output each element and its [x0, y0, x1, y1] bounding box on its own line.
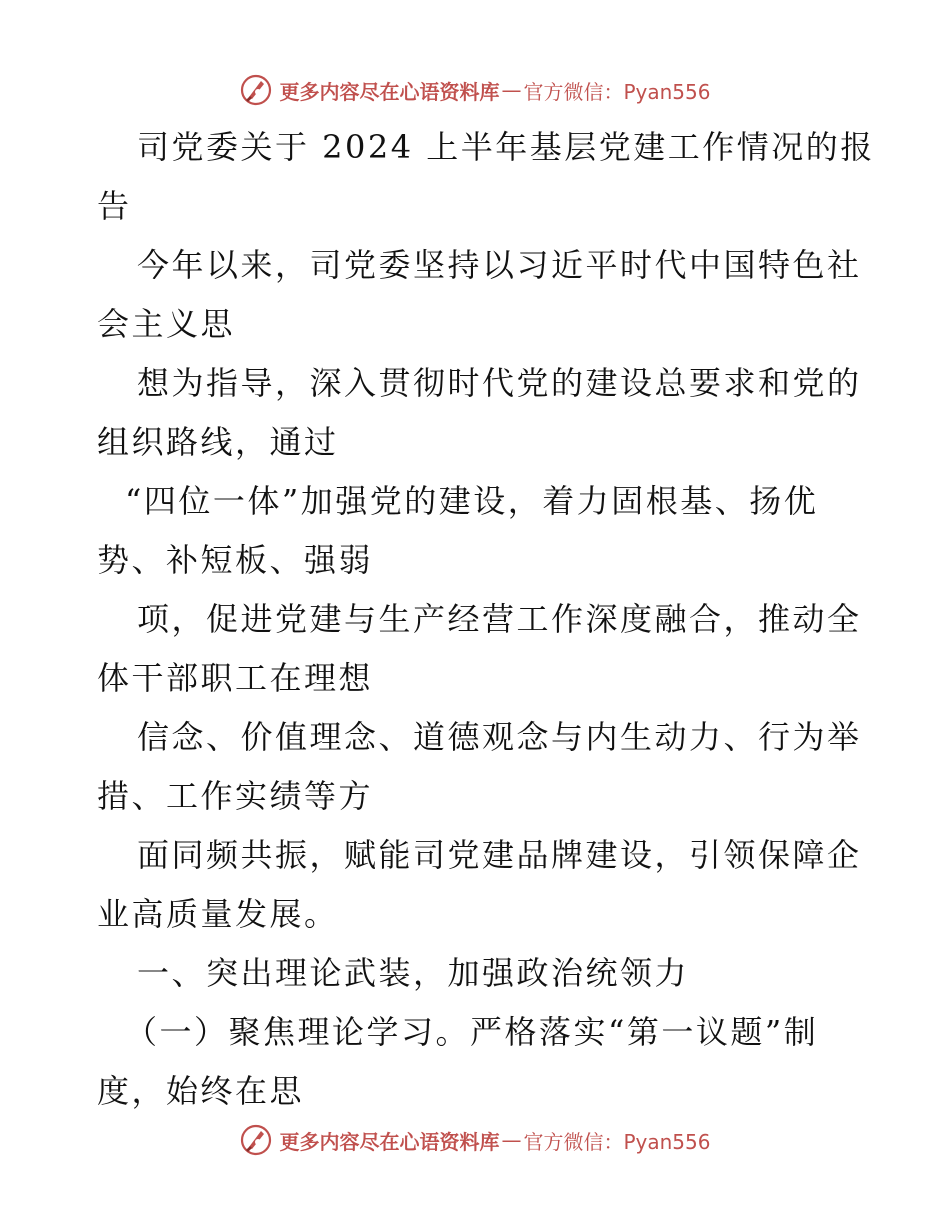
banner-title: 更多内容尽在心语资料库: [279, 1129, 500, 1154]
paragraph-line: “四位一体”加强党的建设，着力固根基、扬优: [125, 482, 819, 520]
document-body: [97, 118, 875, 1121]
banner-wechat: 官方微信：Pyan556: [523, 79, 711, 104]
banner-wechat: 官方微信：Pyan556: [523, 1129, 711, 1154]
logo-icon: [239, 73, 273, 107]
logo-icon: [239, 1123, 273, 1157]
paragraph-line: （一）聚焦理论学习。严格落实“第一议题”制: [125, 1013, 819, 1051]
section-heading: 一、突出理论武装，加强政治统领力: [137, 954, 690, 992]
paragraph-line: 会主义思: [97, 305, 236, 343]
paragraph-line: 面同频共振，赋能司党建品牌建设，引领保障企: [137, 836, 862, 874]
paragraph-line: 项，促进党建与生产经营工作深度融合，推动全: [137, 600, 862, 638]
banner-separator: —: [501, 1128, 522, 1152]
paragraph-line: 今年以来，司党委坚持以习近平时代中国特色社: [137, 246, 862, 284]
banner-separator: —: [501, 78, 522, 102]
paragraph-line: 信念、价值理念、道德观念与内生动力、行为举: [137, 718, 862, 756]
banner-title: 更多内容尽在心语资料库: [279, 79, 500, 104]
paragraph-line: 度，始终在思: [97, 1072, 305, 1110]
paragraph-line: 势、补短板、强弱: [97, 541, 374, 579]
paragraph-line: 措、工作实绩等方: [97, 777, 374, 815]
paragraph-line: 体干部职工在理想: [97, 659, 374, 697]
paragraph-line: 组织路线，通过: [97, 423, 339, 461]
header-watermark-banner: [0, 70, 950, 110]
paragraph-line: 业高质量发展。: [97, 895, 339, 933]
title-line-1: 司党委关于 2024 上半年基层党建工作情况的报: [137, 128, 875, 166]
footer-watermark-banner: [0, 1120, 950, 1160]
paragraph-line: 想为指导，深入贯彻时代党的建设总要求和党的: [137, 364, 862, 402]
title-line-2: 告: [97, 187, 132, 225]
